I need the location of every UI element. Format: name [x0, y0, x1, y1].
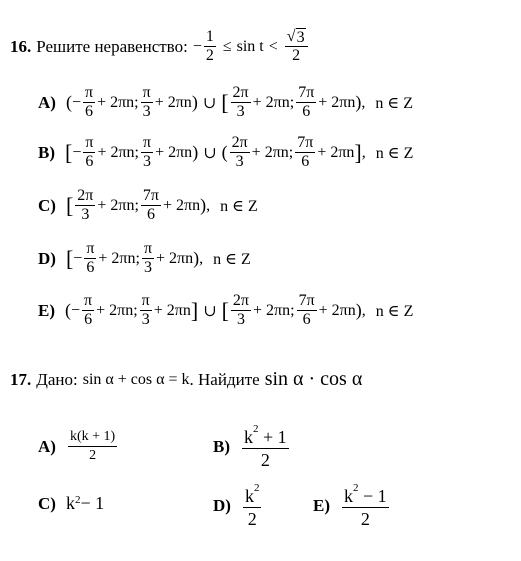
q16-frac-half: $\frac{1}{2}$ — [205, 28, 214, 64]
q17-option-e[interactable]: E) $\frac{k^2 - 1}{2}$ — [313, 482, 387, 529]
option-label: B) — [38, 142, 55, 162]
q17-option-c[interactable]: C) k $^2$ − 1 — [38, 493, 105, 513]
q17-number: 17. — [10, 369, 32, 389]
q16-option-e[interactable]: E) ( − $\frac{\pi}{6}$ + 2πn ; $\frac{\pi}{3}$ + 2πn ] ∪ [ $\frac{2\pi}{3}$ + 2πn ; $\frac{7\pi}{6}$ + 2πn ) , n ∈ Z — [38, 292, 414, 328]
q16-inequality: − $\frac{1}{2}$ ≤ sin t < √ 3 2 — [193, 28, 310, 65]
q17-find: . Найдите — [189, 369, 260, 389]
q16-option-b[interactable]: B) [ − $\frac{\pi}{6}$ + 2πn ; $\frac{\pi}{3}$ + 2πn ) ∪ ( $\frac{2\pi}{3}$ + 2πn ; $\frac{7\pi}{6}$ + 2πn ] , n ∈ Z — [38, 134, 414, 170]
option-label: E) — [313, 495, 330, 515]
q17-option-d[interactable]: D) $\frac{k^2}{2}$ — [213, 482, 260, 529]
q16-option-c[interactable]: C) [ $\frac{2\pi}{3}$ + 2πn ; $\frac{7\pi}{6}$ + 2πn ) , n ∈ Z — [38, 187, 258, 223]
q16-option-a[interactable]: A) ( − $\frac{\pi}{6}$ + 2πn ; $\frac{\pi}{3}$ + 2πn ) ∪ [ $\frac{2\pi}{3}$ + 2πn ; $\frac{7\pi}{6}$ + 2πn ) , n ∈ Z — [38, 84, 413, 120]
option-label: A) — [38, 436, 56, 456]
q16-option-d[interactable]: D) [ − $\frac{\pi}{6}$ + 2πn ; $\frac{\pi}{3}$ + 2πn ) , n ∈ Z — [38, 240, 251, 276]
q17-given: Дано: — [36, 369, 78, 389]
q17-option-b[interactable]: B) $\frac{k^2 + 1}{2}$ — [213, 423, 287, 470]
option-label: D) — [213, 495, 231, 515]
q17-target: sin α · cos α — [264, 368, 363, 390]
option-label: A) — [38, 92, 56, 112]
q16-frac-sqrt3-over-2: √ 3 2 — [285, 28, 308, 65]
q17-option-a[interactable]: A) $\frac{k(k + 1)}{2}$ — [38, 429, 116, 463]
q16-number: 16. — [10, 36, 32, 56]
option-label: C) — [38, 493, 56, 513]
q16-prompt: Решите неравенство: — [36, 36, 188, 56]
option-label: E) — [38, 300, 55, 320]
option-label: C) — [38, 195, 56, 215]
q16-header — [10, 28, 310, 65]
option-label: D) — [38, 248, 56, 268]
option-label: B) — [213, 436, 230, 456]
q17-header — [10, 368, 362, 391]
q17-equation: sin α + cos α = k — [82, 370, 190, 388]
